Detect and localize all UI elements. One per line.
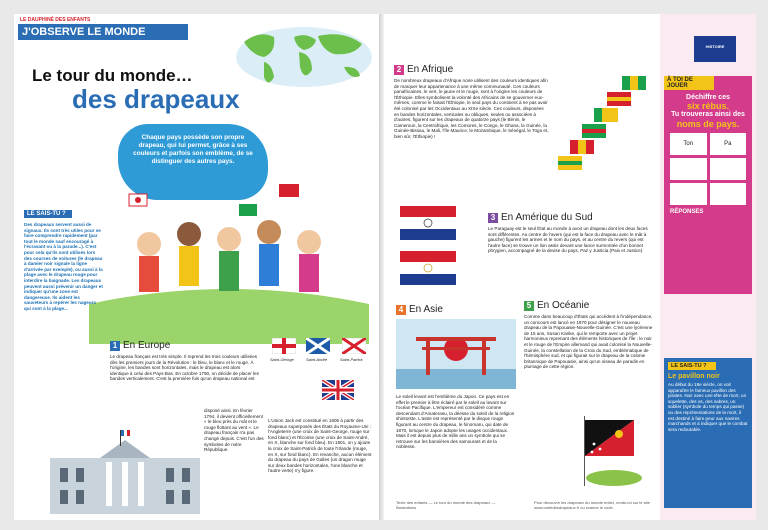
elysee-illustration [50, 428, 200, 514]
rebus-1[interactable]: Ton [670, 133, 707, 155]
europe-title: En Europe [123, 340, 171, 351]
europe-p1: Le drapeau français est très simple. Il reprend les trois couleurs utilisées dès les premiers jours de la Révolution : le bleu, le blanc et le rouge. À l'origine, les bandes sont horizontales, mais le drapeau est alors identique à celui des Pays-Bas. En octobre 1790, on décide de placer les bandes verticalement. C'est la première fois qu'un drapeau national est [110, 354, 259, 382]
asie-text: Le soleil levant est l'emblème du Japon. Ce pays est en effet le premier à être éclairé par le soleil au levant sur l'océan Pacifique. L'empereur est considéré comme descendant d'Amaterasu, la déesse du soleil de la religion shintoïste. L'astre est représenté par le disque rouge figurant au centre du drapeau, le hinomaru, qui date de 1870, lorsque le Japon adopte les usages occidentaux. Mais il est depuis plus de mille ans un symbole qui se retrouve sur les bannières des samouraïs et de la noblesse. [396, 394, 515, 450]
png-flag-illustration [574, 416, 654, 490]
oceanie-heading [524, 300, 654, 311]
caption-saint-george: Saint-George [270, 357, 294, 362]
title-line-1: Le tour du monde… [32, 66, 193, 85]
title-line-2: des drapeaux [72, 84, 240, 114]
amerique-text: Le Paraguay est le seul État au monde à avoir un drapeau dont les deux faces sont différentes. Au centre de l'avers (qui est la face du drapeau avec le mât à gauche) figurent les armes et le nom du pays, et au centre du revers (qui est l'autre face) se trouve un lion assis devant une lance surmontée d'un bonnet phrygien, accompagné de la devise du pays, Paz y Justicia (Paix et Justice). [488, 226, 648, 254]
paraguay-flag-back [400, 251, 456, 285]
sais-tu-right-title: Le pavillon noir [668, 373, 720, 380]
japan-torii-illustration [396, 319, 516, 389]
jeu-text2: six rébus. [686, 101, 730, 111]
jeu-text3: Tu trouveras ainsi des [671, 111, 745, 118]
uk-text: L'Union Jack est constitué en 1606 à partir des drapeaux superposés des États du Royaume-Uni : l'Angleterre (une croix de Saint-George, rouge sur fond blanc) et l'Écosse (une croix de Saint-André, en X, blanche sur fond bleu). En 1801, on y ajoute la croix de Saint-Patrick de toute l'Irlande (rouge, en X, sur fond blanc). En revanche, aucun élément du drapeau du pays de Galles (un dragon rouge sur deux bandes horizontales, l'une blanche et l'autre verte) n'y figure. [268, 418, 372, 474]
afrique-heading [394, 64, 549, 75]
rebus-6[interactable] [710, 183, 747, 205]
jeu-box [664, 76, 752, 294]
england-flag [272, 338, 296, 354]
union-jack-flag [322, 380, 354, 400]
rebus-3[interactable] [670, 158, 707, 180]
header-band [14, 14, 379, 52]
answers-label: RÉPONSES [670, 209, 704, 215]
intro-box: Chaque pays possède son propre drapeau, qui lui permet, grâce à ses couleurs et parfois son emblème, de se distinguer des autres pays. [118, 124, 268, 200]
paraguay-flag-front [400, 206, 456, 240]
rebus-5[interactable] [670, 183, 707, 205]
caption-saint-patrick: Saint-Patrick [340, 357, 363, 362]
sais-tu-right-label: LE SAIS-TU ? [668, 362, 716, 370]
rebus-2[interactable]: Pa [710, 133, 747, 155]
sais-tu-left [24, 210, 104, 312]
amerique-number: 3 [488, 213, 498, 223]
rebus-grid [664, 129, 752, 209]
badge: HISTOIRE [694, 36, 736, 62]
amerique-section [488, 212, 653, 254]
afrique-title: En Afrique [407, 64, 454, 75]
jeu-label: À TOI DE JOUER [664, 76, 714, 90]
oceanie-number: 5 [524, 301, 534, 311]
rebus-4[interactable] [710, 158, 747, 180]
europe-heading [110, 340, 260, 351]
europe-section [110, 340, 260, 382]
amerique-heading [488, 212, 653, 223]
footer-credits: Texte des enfants — Le tour du monde des drapeaux — Illustrations [396, 500, 496, 510]
sais-tu-left-label: LE SAIS-TU ? [24, 210, 72, 218]
europe-p2: disposé ainsi. En février 1794, il devient officiellement « le bleu près du mât et le rouge flottant au vent ». Le drapeau français n'a pas changé depuis. C'est l'un des symboles de notre République. [204, 408, 264, 453]
series-label: J'OBSERVE LE MONDE [18, 24, 188, 40]
sais-tu-left-text: Des drapeaux servent aussi de signaux. Ils sont très utiles pour se faire comprendre rapidement (par tout le monde sauf encouragé à l'écrasant ou à la parade...). C'est pour cela qu'ils sont utilisés lors des courses de voitures (le drapeau à damier noir signale la ligne d'arrivée par exemple), ou aussi à la plage avec le drapeau rouge pour interdire la baignade. Les drapeaux peuvent aussi prévenir un danger et indiquer qu'une zone est dangereuse. Ils aident les sauveteurs à repérer les nageurs qui sont à la plage... [24, 222, 103, 311]
world-map [234, 22, 374, 92]
jeu-sidebar [660, 14, 756, 520]
asie-section [396, 304, 516, 315]
children-illustration [89, 154, 369, 344]
asie-title: En Asie [409, 304, 443, 315]
jeu-text1: Déchiffre ces [686, 94, 730, 101]
left-page [14, 14, 379, 520]
afrique-number: 2 [394, 65, 404, 75]
oceanie-text: Comme dans beaucoup d'États qui accèdent à l'indépendance, un concours est lancé en 1970 pour désigner le nouveau drapeau de la Papouasie-Nouvelle-Guinée. C'est une lycéenne de 15 ans, Susan Karike, qui le remporte avec un projet harmonieux reprenant des éléments historiques de l'île : le noir et le rouge de l'Empire allemand qui avait colonisé la Nouvelle-Guinée, la constellation de la Croix du Sud, emblématique de l'hémisphère sud, et qui figurait sur le drapeau de la colonie britannique de Papouasie, ainsi qu'un oiseau de paradis en plumage de cette région. [524, 314, 653, 370]
african-flags-illustration [552, 72, 652, 182]
jeu-text4: noms de pays. [676, 119, 740, 129]
sais-tu-right [664, 358, 752, 508]
asie-number: 4 [396, 305, 406, 315]
paraguay-flags [400, 206, 460, 286]
sais-tu-right-text: Au début du 18e siècle, on voit apparaître le fameux pavillon des pirates. Noir avec une tête de mort, un squelette, des os, des sabres, un sablier (symbole du temps qui passe) ou des représentations de la mort, il est destiné à faire peur aux navires marchands et à indiquer que le combat sera redoutable. [668, 382, 748, 432]
footer-link: Pour découvrir les drapeaux du monde entier, rends-toi sur le site www.cartedesdrapeaux.fr ou scanne le code. [534, 500, 650, 510]
asie-heading [396, 304, 516, 315]
amerique-title: En Amérique du Sud [501, 212, 593, 223]
europe-number: 1 [110, 341, 120, 351]
afrique-section [394, 64, 549, 140]
oceanie-title: En Océanie [537, 300, 590, 311]
oceanie-section [524, 300, 654, 370]
caption-saint-andre: Saint-André [306, 357, 328, 362]
afrique-text: De nombreux drapeaux d'Afrique noire utilisent des couleurs identiques afin de marquer leur appartenance à une même communauté. Ces couleurs panafricaines, le vert, le jaune et le rouge, sont à l'origine les couleurs de l'Éthiopie. Elles symbolisent la volonté des Africains de se gouverner eux-mêmes, comme le faisait l'Éthiopie, le seul pays du continent à ne pas avoir été colonisé par les Occidentaux au XIXe siècle. Ces couleurs, disposées en bandes horizontales, verticales ou obliques, seules ou associées à d'autres, figurent sur les drapeaux de quatorze pays (le Bénin, le Cameroun, la Centrafrique, les Comores, le Congo, le Ghana, la Guinée, la Guinée-Bissau, le Mali, l'île Maurice, le Mozambique, le Sénégal, le Togo et, bien sûr, l'Éthiopie) ! [394, 78, 549, 139]
uk-flags [262, 336, 374, 406]
scotland-flag [306, 338, 330, 354]
brand-label: LE DAUPHINÉ DES ENFANTS [20, 17, 91, 23]
ireland-cross-flag [342, 338, 366, 354]
right-page [384, 14, 756, 520]
page-title [32, 66, 240, 115]
